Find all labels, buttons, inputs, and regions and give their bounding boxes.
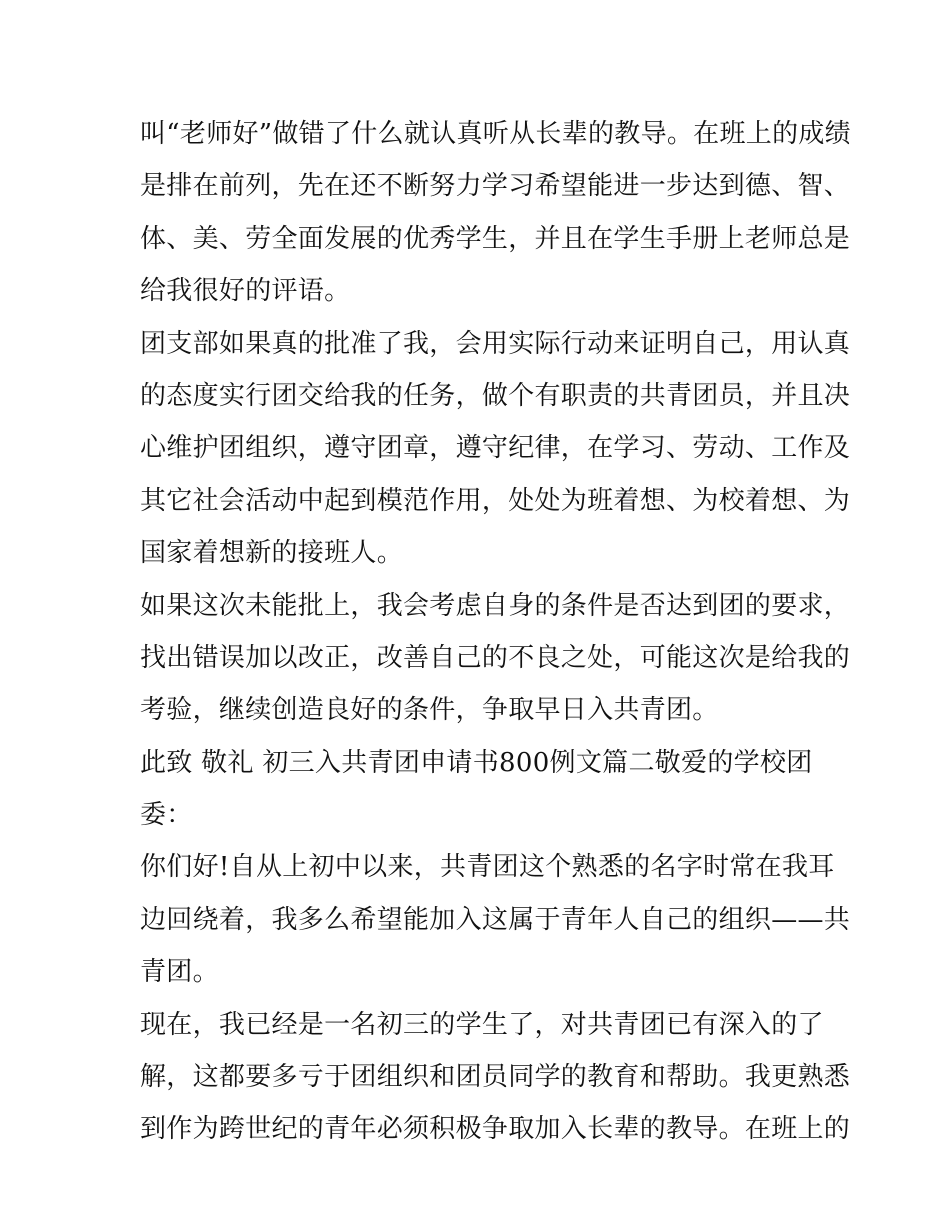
text-line-4: 给我很好的评语。 [140,276,351,307]
text-line-19: 解，这都要多亏于团组织和团员同学的教育和帮助。我更熟悉 [140,1062,851,1093]
text-line-17: 青团。 [140,957,219,988]
text-line-8: 其它社会活动中起到模范作用，处处为班着想、为校着想、为 [140,485,851,516]
text-line-3: 体、美、劳全面发展的优秀学生，并且在学生手册上老师总是 [140,223,851,254]
text-line-20: 到作为跨世纪的青年必须积极争取加入长辈的教导。在班上的 [140,1114,851,1145]
text-line-16: 边回绕着，我多么希望能加入这属于青年人自己的组织——共 [140,904,851,935]
text-line-10: 如果这次未能批上，我会考虑自身的条件是否达到团的要求， [140,590,851,621]
text-line-5: 团支部如果真的批准了我，会用实际行动来证明自己，用认真 [140,328,851,359]
text-line-1: 叫“老师好”做错了什么就认真听从长辈的教导。在班上的成绩 [140,119,851,149]
text-line-7: 心维护团组织，遵守团章，遵守纪律，在学习、劳动、工作及 [140,433,851,464]
text-line-14: 委： [140,800,193,831]
document-page [140,108,851,1156]
text-line-18: 现在，我已经是一名初三的学生了，对共青团已有深入的了 [140,1009,824,1040]
text-line-12: 考验，继续创造良好的条件，争取早日入共青团。 [140,695,719,726]
text-line-9: 国家着想新的接班人。 [140,538,404,569]
text-line-13: 此致 敬礼 初三入共青团申请书800例文篇二敬爱的学校团 [140,747,813,778]
text-line-2: 是排在前列，先在还不断努力学习希望能进一步达到德、智、 [140,171,851,202]
text-line-11: 找出错误加以改正，改善自己的不良之处，可能这次是给我的 [140,642,851,673]
text-line-15: 你们好!自从上初中以来，共青团这个熟悉的名字时常在我耳 [140,852,835,883]
text-line-6: 的态度实行团交给我的任务，做个有职责的共青团员，并且决 [140,380,851,411]
